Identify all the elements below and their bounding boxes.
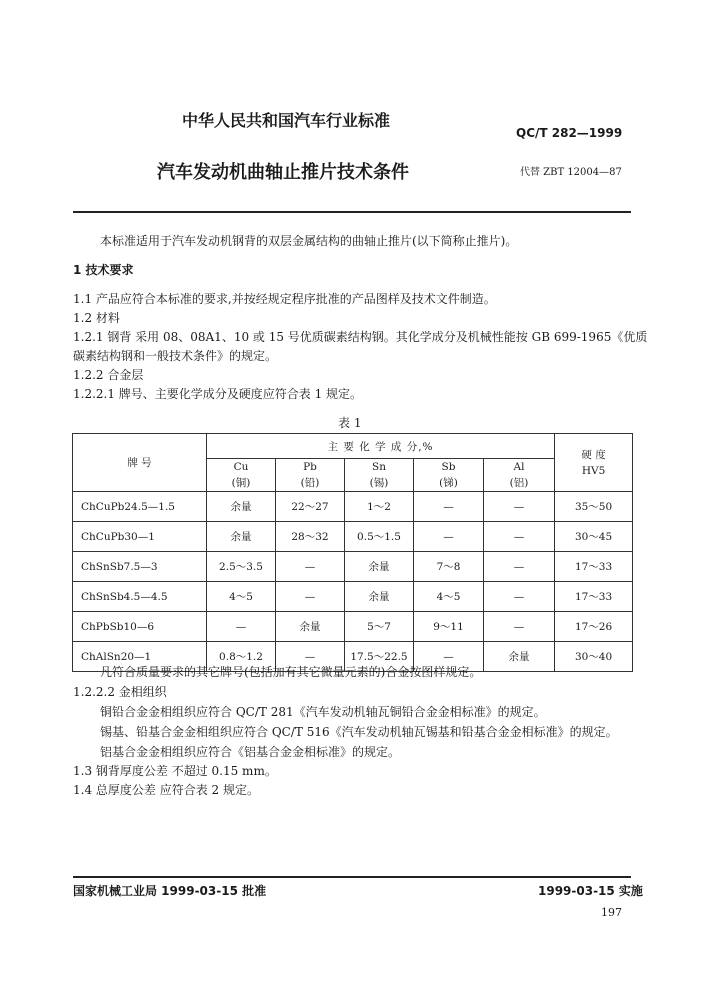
cell-sb: 7～8 [414,552,484,582]
cell-grade: ChPbSb10—6 [73,612,207,642]
effective-date: 1999-03-15 实施 [538,884,643,898]
table-row [73,492,633,522]
table-row [73,552,633,582]
header-grade: 牌 号 [73,434,207,492]
table-row [73,582,633,612]
cell-cu: 4～5 [207,582,276,612]
clause-1-1: 1.1 产品应符合本标准的要求,并按经规定程序批准的产品图样及技术文件制造。 [73,292,496,306]
cell-pb: 余量 [276,612,345,642]
other-grades-note: 凡符合质量要求的其它牌号(包括加有其它微量元素的)合金按图样规定。 [100,665,482,679]
clause-1-2-2-2: 1.2.2.2 金相组织 [73,685,167,699]
cell-grade: ChCuPb30—1 [73,522,207,552]
cell-pb: 22～27 [276,492,345,522]
cell-pb: — [276,642,345,672]
cell-hardness: 17～33 [555,552,633,582]
cell-pb: 28～32 [276,522,345,552]
clause-1-2-2-1: 1.2.2.1 牌号、主要化学成分及硬度应符合表 1 规定。 [73,387,363,401]
cell-cu: 0.8～1.2 [207,642,276,672]
header-rule [73,211,631,213]
cell-cu: 余量 [207,522,276,552]
clause-1-2-2: 1.2.2 合金层 [73,368,144,382]
cell-sb: — [414,492,484,522]
cell-hardness: 17～26 [555,612,633,642]
cell-sn: 0.5～1.5 [345,522,414,552]
cell-pb: — [276,582,345,612]
table-1 [72,433,633,672]
cell-grade: ChSnSb7.5—3 [73,552,207,582]
replaces-note: 代替 ZBT 12004—87 [520,167,622,178]
footer-rule [73,876,631,878]
cell-grade: ChCuPb24.5—1.5 [73,492,207,522]
cell-al: — [484,582,555,612]
metallography-aluminum-base: 铝基合金金相组织应符合《铝基合金金相标准》的规定。 [100,745,401,759]
clause-1-3: 1.3 钢背厚度公差 不超过 0.15 mm。 [73,764,277,778]
clause-1-2: 1.2 材料 [73,311,120,325]
clause-1-2-1-line1: 1.2.1 钢背 采用 08、08A1、10 或 15 号优质碳素结构钢。其化学成分及机械性能按 GB 699-1965《优质 [73,330,648,344]
element-name: (锑) [439,477,458,489]
cell-sn: 17.5～22.5 [345,642,414,672]
clause-1-4: 1.4 总厚度公差 应符合表 2 规定。 [73,783,259,797]
table-1-caption: 表 1 [338,416,362,430]
cell-sn: 1～2 [345,492,414,522]
approval-line: 国家机械工业局 1999-03-15 批准 [73,884,267,898]
element-symbol: Sb [441,461,456,473]
table-row [73,522,633,552]
cell-hardness: 30～40 [555,642,633,672]
table-row [73,612,633,642]
header-al [484,459,555,492]
cell-cu: 余量 [207,492,276,522]
cell-sn: 余量 [345,552,414,582]
standard-code: QC/T 282—1999 [516,126,623,140]
cell-grade: ChSnSb4.5—4.5 [73,582,207,612]
header-cu [207,459,276,492]
metallography-copper-lead: 铜铅合金金相组织应符合 QC/T 281《汽车发动机轴瓦铜铅合金金相标准》的规定。 [100,705,546,719]
clause-1-2-1-line2: 碳素结构钢和一般技术条件》的规定。 [73,349,278,363]
cell-al: 余量 [484,642,555,672]
cell-al: — [484,552,555,582]
cell-grade: ChAlSn20—1 [73,642,207,672]
element-name: (锡) [369,477,389,489]
element-name: (铜) [231,477,251,489]
cell-sb: — [414,642,484,672]
page-number: 197 [601,906,622,919]
cell-sb: — [414,522,484,552]
element-name: (铅) [300,477,320,489]
cell-hardness: 35～50 [555,492,633,522]
cell-hardness: 17～33 [555,582,633,612]
header-sb [414,459,484,492]
standard-category: 中华人民共和国汽车行业标准 [182,111,391,130]
element-symbol: Cu [233,461,249,473]
cell-sb: 4～5 [414,582,484,612]
metallography-tin-lead-base: 锡基、铅基合金金相组织应符合 QC/T 516《汽车发动机轴瓦锡基和铅基合金金相标准》的规定。 [100,725,618,739]
document-title: 汽车发动机曲轴止推片技术条件 [157,162,409,183]
cell-sn: 5～7 [345,612,414,642]
cell-cu: 2.5～3.5 [207,552,276,582]
scope-paragraph: 本标准适用于汽车发动机钢背的双层金属结构的曲轴止推片(以下简称止推片)。 [100,234,518,248]
element-symbol: Sn [372,461,386,473]
cell-sb: 9～11 [414,612,484,642]
header-pb [276,459,345,492]
element-symbol: Al [513,461,525,473]
cell-sn: 余量 [345,582,414,612]
element-name: (铝) [509,477,529,489]
cell-al: — [484,612,555,642]
header-chemical-composition: 主 要 化 学 成 分,% [207,434,555,459]
cell-hardness: 30～45 [555,522,633,552]
cell-cu: — [207,612,276,642]
section-1-heading: 1 技术要求 [73,263,134,277]
element-symbol: Pb [303,461,317,473]
header-sn [345,459,414,492]
cell-pb: — [276,552,345,582]
hardness-label: 硬 度 [581,448,606,461]
cell-al: — [484,492,555,522]
cell-al: — [484,522,555,552]
hardness-unit: HV5 [581,464,606,477]
header-hardness [555,434,633,492]
